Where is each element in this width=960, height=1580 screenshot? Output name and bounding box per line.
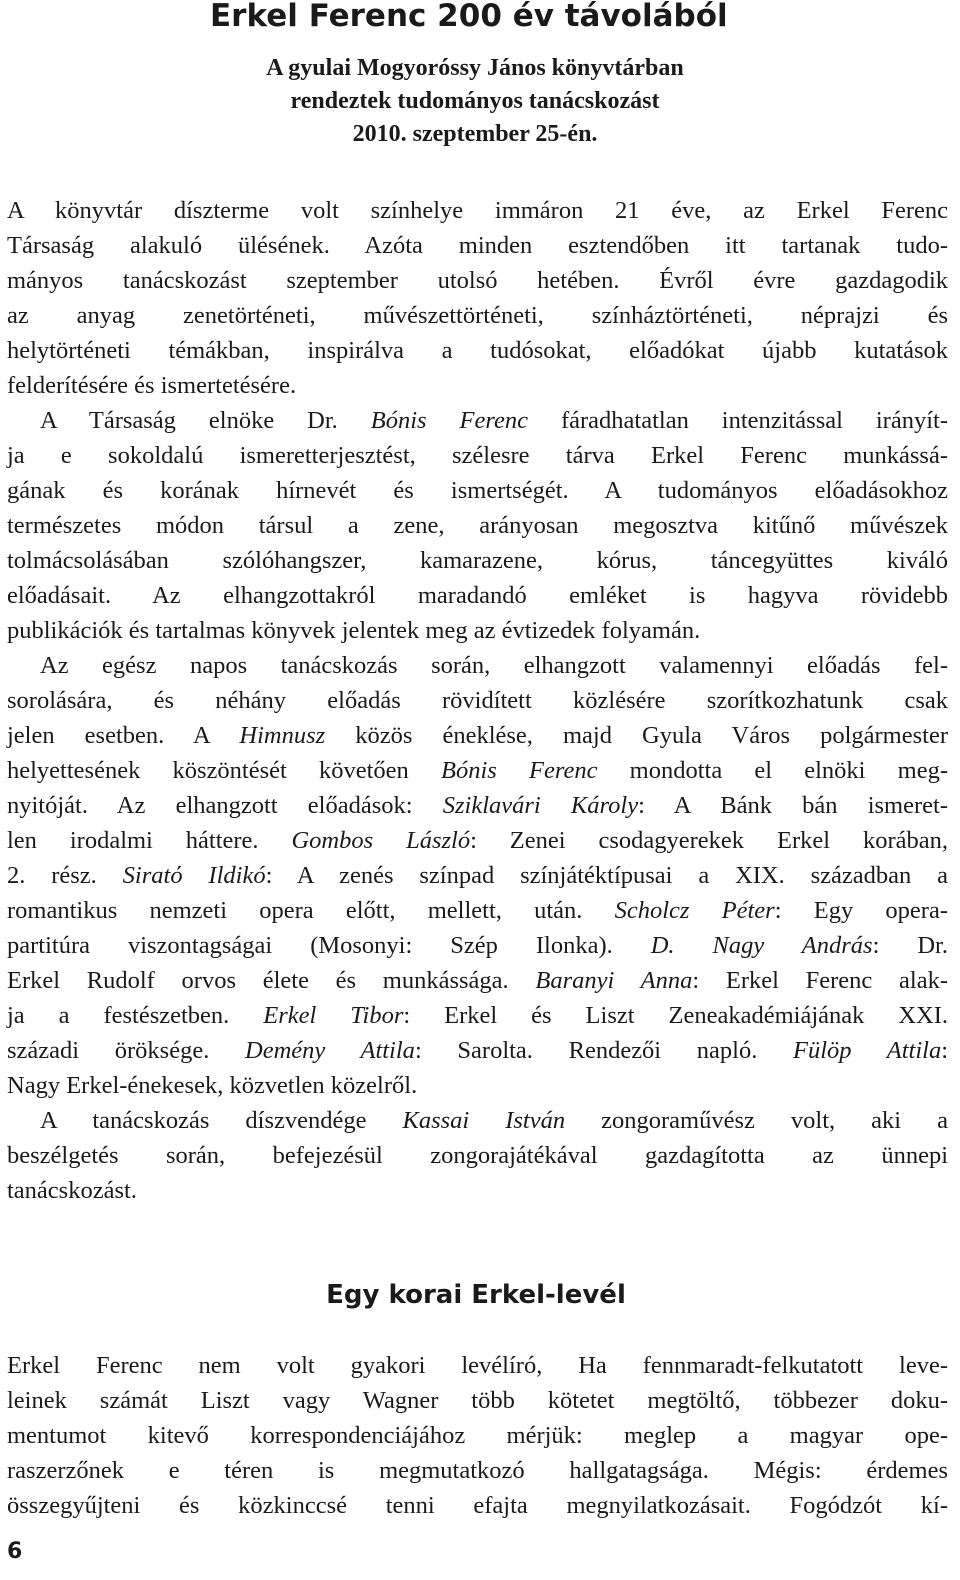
- text-line: gának és korának hírnevét és ismertségét. A tudományos előadásokhoz: [7, 477, 948, 504]
- subtitle-line: rendeztek tudományos tanácskozást: [290, 88, 660, 114]
- text-line: Nagy Erkel-énekesek, közvetlen közelről.: [7, 1072, 418, 1099]
- subtitle-line: A gyulai Mogyoróssy János könyvtárban: [266, 55, 684, 81]
- section-heading: Egy korai Erkel-levél: [326, 1280, 626, 1310]
- text-line: partitúra viszontagságai (Mosonyi: Szép Ilonka). D. Nagy András: Dr.: [7, 932, 948, 959]
- text-line: A könyvtár díszterme volt színhelye immáron 21 éve, az Erkel Ferenc: [7, 197, 948, 224]
- text-line: nyitóját. Az elhangzott előadások: Sziklavári Károly: A Bánk bán ismeret-: [7, 792, 948, 819]
- text-line: természetes módon társul a zene, arányosan megosztva kitűnő művészek: [7, 512, 948, 539]
- text-line: ja a festészetben. Erkel Tibor: Erkel és Liszt Zeneakadémiájának XXI.: [7, 1002, 948, 1029]
- text-line: ja e sokoldalú ismeretterjesztést, szélesre tárva Erkel Ferenc munkássá-: [7, 442, 948, 469]
- text-line: helytörténeti témákban, inspirálva a tudósokat, előadókat újabb kutatások: [7, 337, 948, 364]
- text-line: 2. rész. Siratό Ildikó: A zenés színpad színjátéktípusai a XIX. században a: [7, 862, 948, 889]
- text-line: összegyűjteni és közkinccsé tenni efajta megnyilatkozásait. Fogódzót kí-: [7, 1492, 948, 1519]
- article-subtitle: [150, 52, 800, 151]
- text-line: mányos tanácskozást szeptember utolsó hetében. Évről évre gazdagodik: [7, 267, 948, 294]
- text-line: publikációk és tartalmas könyvek jelentek meg az évtizedek folyamán.: [7, 617, 701, 644]
- subtitle-line: 2010. szeptember 25-én.: [352, 121, 598, 147]
- text-line: felderítésére és ismertetésére.: [7, 372, 297, 399]
- text-line: romantikus nemzeti opera előtt, mellett, után. Scholcz Péter: Egy opera-: [7, 897, 948, 924]
- second-article-body: [7, 1348, 948, 1523]
- text-line: tanácskozást.: [7, 1177, 137, 1204]
- text-line: Az egész napos tanácskozás során, elhangzott valamennyi előadás fel-: [40, 652, 948, 679]
- text-line: az anyag zenetörténeti, művészettörténeti, színháztörténeti, néprajzi és: [7, 302, 948, 329]
- text-line: Erkel Rudolf orvos élete és munkássága. Baranyi Anna: Erkel Ferenc alak-: [7, 967, 948, 994]
- text-line: len irodalmi háttere. Gombos László: Zenei csodagyerekek Erkel korában,: [7, 827, 948, 854]
- text-line: beszélgetés során, befejezésül zongorajátékával gazdagította az ünnepi: [7, 1142, 948, 1169]
- text-line: A tanácskozás díszvendége Kassai István zongoraművész volt, aki a: [40, 1107, 949, 1134]
- text-line: Társaság alakuló ülésének. Azóta minden esztendőben itt tartanak tudo-: [7, 232, 948, 259]
- text-line: A Társaság elnöke Dr. Bónis Ferenc fáradhatatlan intenzitással irányít-: [40, 407, 948, 434]
- text-line: leinek számát Liszt vagy Wagner több kötetet megtöltő, többezer doku-: [7, 1387, 948, 1414]
- article-body: [7, 193, 948, 1208]
- text-line: tolmácsolásában szólóhangszer, kamarazene, kórus, táncegyüttes kiváló: [7, 547, 948, 574]
- text-line: raszerzőnek e téren is megmutatkozó hallgatagsága. Mégis: érdemes: [7, 1457, 948, 1484]
- text-line: előadásait. Az elhangzottakról maradandó emléket is hagyva rövidebb: [7, 582, 948, 609]
- page-number: 6: [7, 1539, 23, 1564]
- article-title: Erkel Ferenc 200 év távolából: [210, 0, 728, 34]
- text-line: századi öröksége. Demény Attila: Sarolta. Rendezői napló. Fülöp Attila:: [7, 1037, 949, 1064]
- text-line: sorolására, és néhány előadás rövidített közlésére szorítkozhatunk csak: [7, 687, 948, 714]
- text-line: Erkel Ferenc nem volt gyakori levélíró, Ha fennmaradt-felkutatott leve-: [7, 1352, 948, 1379]
- text-line: helyettesének köszöntését követően Bónis Ferenc mondotta el elnöki meg-: [7, 757, 949, 784]
- text-line: mentumot kitevő korrespondenciájához mérjük: meglep a magyar ope-: [7, 1422, 948, 1449]
- text-line: jelen esetben. A Himnusz közös éneklése, majd Gyula Város polgármester: [7, 722, 948, 749]
